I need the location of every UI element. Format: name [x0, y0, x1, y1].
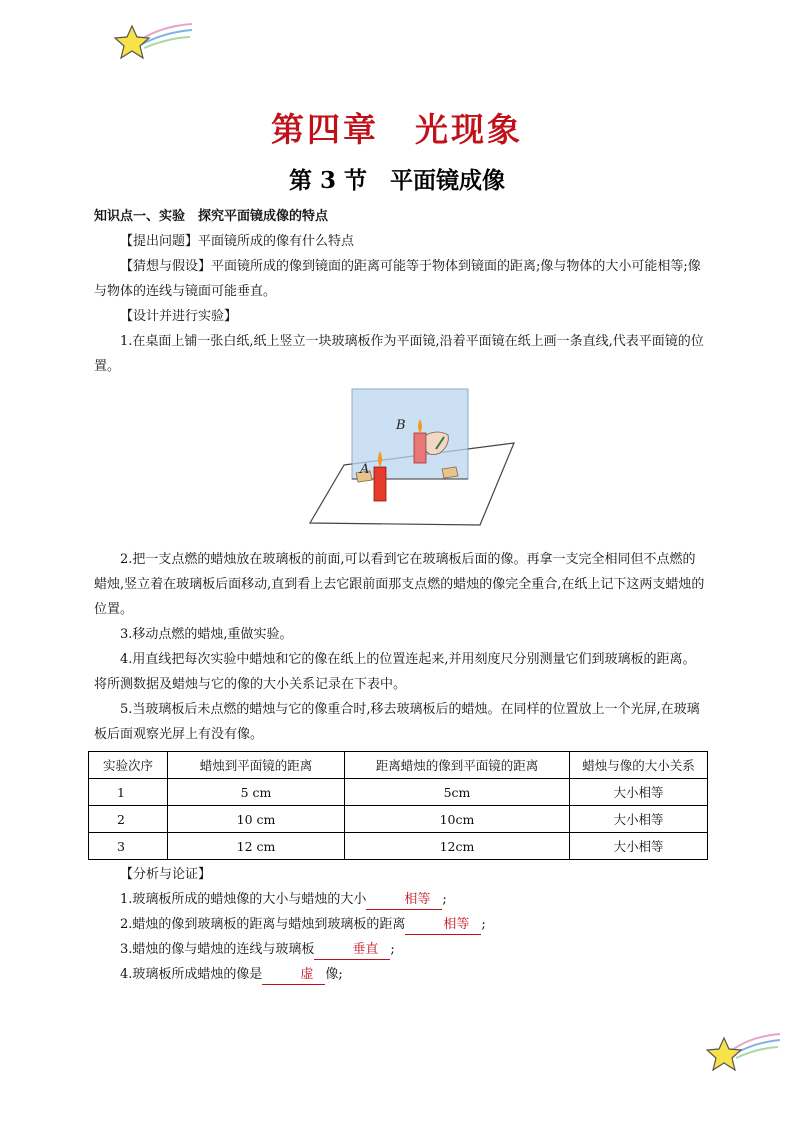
- table-row: [89, 779, 708, 806]
- step-2: 2.把一支点燃的蜡烛放在玻璃板的前面,可以看到它在玻璃板后面的像。再拿一支完全相同但不点燃的蜡烛,竖立着在玻璃板后面移动,直到看上去它跟前面那支点燃的蜡烛的像完全重合,在纸上记下这两支蜡烛的位置。: [94, 552, 705, 617]
- results-table: [88, 751, 708, 860]
- header-trial: 实验次序: [89, 752, 168, 779]
- question-paragraph: [94, 229, 706, 254]
- design-label: 【设计并进行实验】: [120, 309, 238, 324]
- label-b: B: [396, 418, 406, 433]
- cell-image-distance: 10cm: [345, 806, 570, 833]
- chapter-title: 第四章 光现象: [271, 110, 523, 149]
- step-1: 1.在桌面上铺一张白纸,纸上竖立一块玻璃板作为平面镜,沿着平面镜在纸上画一条直线,代表平面镜的位置。: [94, 334, 704, 374]
- header-size-relation: 蜡烛与像的大小关系: [570, 752, 708, 779]
- document-body: [94, 204, 706, 987]
- analysis-suffix: ;: [390, 942, 395, 957]
- table-row: [89, 806, 708, 833]
- hypothesis-text: 平面镜所成的像到镜面的距离可能等于物体到镜面的距离;像与物体的大小可能相等;像与物体的连线与镜面可能垂直。: [94, 259, 701, 299]
- header-image-distance: 距离蜡烛的像到平面镜的距离: [345, 752, 570, 779]
- analysis-suffix: ;: [481, 917, 486, 932]
- cell-candle-distance: 10 cm: [168, 806, 345, 833]
- step-5: 5.当玻璃板后未点燃的蜡烛与它的像重合时,移去玻璃板后的蜡烛。在同样的位置放上一个光屏,在玻璃板后面观察光屏上有没有像。: [94, 702, 700, 742]
- analysis-suffix: ;: [442, 892, 447, 907]
- analysis-item: [94, 962, 706, 987]
- cell-image-distance: 5cm: [345, 779, 570, 806]
- experiment-figure: [94, 387, 706, 537]
- table-header-row: [89, 752, 708, 779]
- analysis-text: 1.玻璃板所成的蜡烛像的大小与蜡烛的大小: [120, 892, 367, 907]
- question-text: 平面镜所成的像有什么特点: [198, 234, 355, 249]
- answer-blank: 相等: [405, 916, 481, 935]
- cell-size-relation: 大小相等: [570, 806, 708, 833]
- analysis-item: [94, 912, 706, 937]
- cell-size-relation: 大小相等: [570, 833, 708, 860]
- step-4: 4.用直线把每次实验中蜡烛和它的像在纸上的位置连起来,并用刻度尺分别测量它们到玻璃板的距离。将所测数据及蜡烛与它的像的大小关系记录在下表中。: [94, 652, 696, 692]
- analysis-item: [94, 937, 706, 962]
- analysis-text: 3.蜡烛的像与蜡烛的连线与玻璃板: [120, 942, 315, 957]
- answer-blank: 虚: [262, 966, 325, 985]
- cell-trial: 2: [89, 806, 168, 833]
- knowledge-point-heading: 知识点一、实验 探究平面镜成像的特点: [94, 209, 329, 224]
- question-label: 【提出问题】: [120, 234, 199, 249]
- cell-size-relation: 大小相等: [570, 779, 708, 806]
- table-row: [89, 833, 708, 860]
- shooting-star-icon: [706, 1030, 782, 1074]
- section-title: 第 3 节 平面镜成像: [288, 167, 506, 194]
- analysis-text: 2.蜡烛的像到玻璃板的距离与蜡烛到玻璃板的距离: [120, 917, 406, 932]
- cell-candle-distance: 12 cm: [168, 833, 345, 860]
- analysis-text: 4.玻璃板所成蜡烛的像是: [120, 967, 263, 982]
- step-3: 3.移动点燃的蜡烛,重做实验。: [120, 627, 293, 642]
- mirror-candle-diagram: [304, 387, 524, 527]
- answer-blank: 相等: [366, 891, 442, 910]
- cell-trial: 1: [89, 779, 168, 806]
- hypothesis-paragraph: [94, 254, 706, 304]
- analysis-suffix: 像;: [325, 967, 343, 982]
- shooting-star-icon: [112, 20, 194, 64]
- header-candle-distance: 蜡烛到平面镜的距离: [168, 752, 345, 779]
- answer-blank: 垂直: [314, 941, 390, 960]
- cell-trial: 3: [89, 833, 168, 860]
- label-a: A: [360, 462, 370, 477]
- cell-image-distance: 12cm: [345, 833, 570, 860]
- analysis-item: [94, 887, 706, 912]
- cell-candle-distance: 5 cm: [168, 779, 345, 806]
- hypothesis-label: 【猜想与假设】: [120, 259, 212, 274]
- analysis-label: 【分析与论证】: [120, 867, 212, 882]
